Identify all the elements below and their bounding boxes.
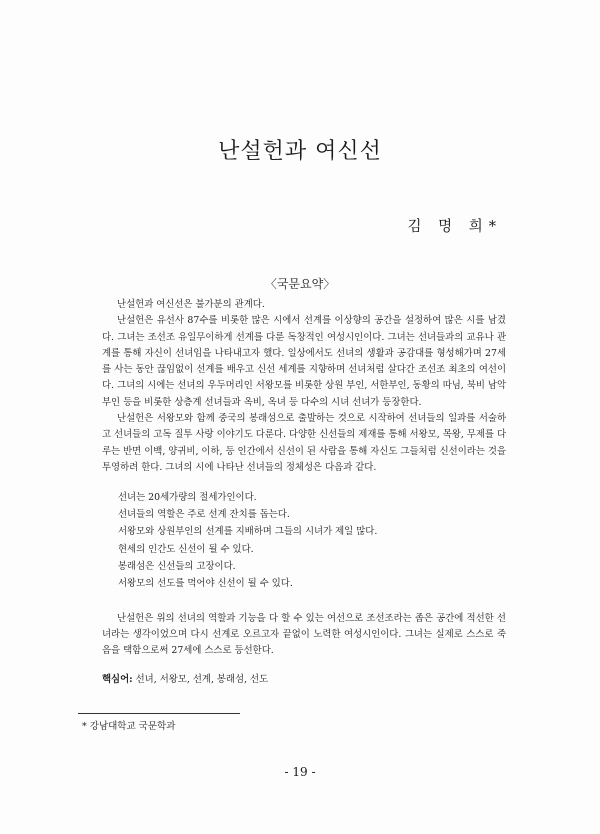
identity-list-item: 선녀들의 역할은 주로 선계 잔치를 돕는다. bbox=[118, 509, 290, 521]
keywords bbox=[102, 672, 506, 688]
abstract-body bbox=[102, 297, 506, 688]
abstract-heading: 〈국문요약〉 bbox=[264, 277, 336, 291]
identity-list-item: 서왕모와 상원부인의 선계를 지배하며 그들의 시녀가 제일 많다. bbox=[118, 526, 378, 538]
author-affiliation-footnote: * 강남대학교 국문학과 bbox=[82, 721, 176, 732]
identity-list-item: 현세의 인간도 신선이 될 수 있다. bbox=[118, 543, 254, 555]
identity-list-item: 선녀는 20세가량의 절세가인이다. bbox=[118, 492, 257, 504]
identity-list-item: 봉래섬은 신선들의 고장이다. bbox=[118, 560, 236, 572]
identity-list-item: 서왕모의 선도를 먹어야 신선이 될 수 있다. bbox=[118, 577, 293, 589]
abstract-paragraph-2: 난설헌은 유선사 87수를 비롯한 많은 시에서 선계를 이상향의 공간을 설정하여 많은 시를 남겼다. 그녀는 조선조 유일무이하게 선계를 다룬 독창적인 여성시인이다. 그녀는 선녀들과의 교유나 관계를 통해 자신이 선녀임을 나타내고자 했다. 일상에서도 선녀의 생활과 공감대를 형성해가며 27세를 사는 동안 끊임없이 선계를 배우고 신선 세계를 지향하며 선녀처럼 살다간 조선조 최초의 여선이다. 그녀의 시에는 선녀의 우두머리인 서왕모를 비롯한 상원 부인, 서한부인, 동황의 따님, 북비 남악부인 등을 비롯한 상층계 선녀들과 옥비, 옥녀 등 다수의 시녀 선녀가 등장한다. bbox=[102, 315, 506, 408]
page-title: 난설헌과 여신선 bbox=[218, 139, 382, 164]
keywords-values: 선녀, 서왕모, 선계, 봉래섬, 선도 bbox=[135, 673, 269, 685]
identity-list bbox=[102, 489, 506, 592]
footnote-divider bbox=[78, 713, 240, 714]
author-name: 김 명 희* bbox=[407, 219, 502, 235]
abstract-conclusion: 난설헌은 위의 선녀의 역할과 기능을 다 할 수 있는 여선으로 조선조라는 좁은 공간에 적선한 선녀라는 생각이었으며 다시 선계로 오르고자 끝없이 노력한 여성시인이다. 그녀는 실제로 스스로 죽음을 택함으로써 27세에 스스로 등선한다. bbox=[102, 612, 506, 657]
keywords-label: 핵심어: bbox=[102, 673, 133, 685]
abstract-paragraph-1: 난설헌과 여신선은 불가분의 관계다. bbox=[117, 299, 265, 310]
abstract-paragraph-3: 난설헌은 서왕모와 함께 중국의 봉래섬으로 출발하는 것으로 시작하여 선녀들의 일과를 서술하고 선녀들의 고독 질투 사랑 이야기도 다룬다. 다양한 신선들의 제재를 통해 서왕모, 목왕, 무제를 다루는 반면 이백, 양귀비, 이하, 등 인간에서 신선이 된 사람을 통해 자신도 그들처럼 신선이라는 것을 투영하려 한다. 그녀의 시에 나타난 선녀들의 정체성은 다음과 같다. bbox=[102, 413, 506, 473]
page-number: - 19 - bbox=[284, 765, 316, 779]
